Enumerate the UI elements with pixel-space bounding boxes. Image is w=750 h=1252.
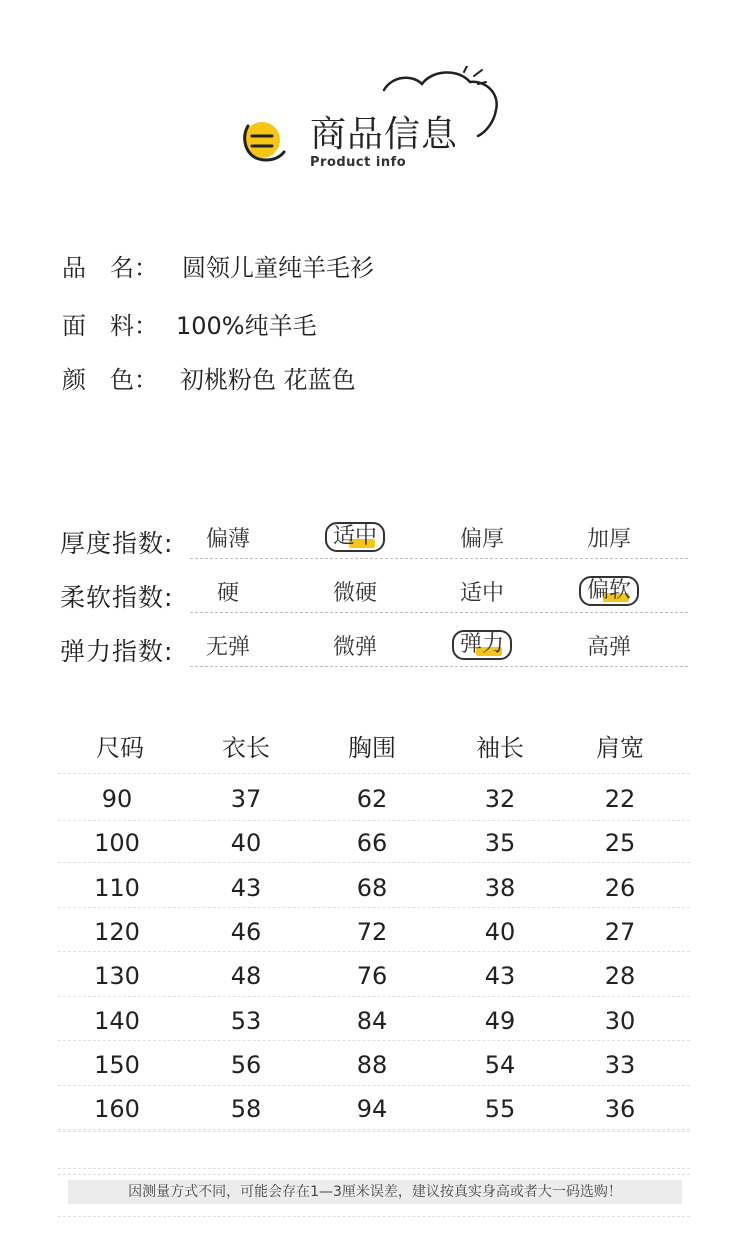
page-subtitle: Product info [310, 155, 407, 170]
table-divider [58, 820, 690, 821]
table-header-cell: 衣长 [222, 734, 270, 762]
table-cell: 32 [484, 785, 516, 813]
table-cell: 110 [94, 874, 140, 902]
measurement-note: 因测量方式不同，可能会存在1—3厘米误差，建议按真实身高或者大一码选购！ [68, 1180, 682, 1204]
index-option [178, 576, 278, 607]
table-cell: 90 [101, 785, 133, 813]
index-option-selected [432, 630, 532, 660]
info-value-fabric: 100%纯羊毛 [176, 312, 317, 340]
table-divider [58, 862, 690, 863]
table-cell: 43 [230, 874, 262, 902]
index-option-label: 偏厚 [459, 527, 504, 552]
logo-icon [240, 116, 292, 168]
table-cell: 33 [604, 1051, 636, 1079]
table-cell: 48 [230, 962, 262, 990]
index-divider [190, 612, 688, 613]
table-cell: 76 [356, 962, 388, 990]
info-label-color: 颜 色： [62, 366, 158, 394]
index-option-label: 适中 [325, 522, 385, 552]
table-cell: 84 [356, 1007, 388, 1035]
index-option-label: 无弹 [205, 635, 250, 660]
section-header [0, 0, 750, 200]
table-cell: 30 [604, 1007, 636, 1035]
table-cell: 26 [604, 874, 636, 902]
table-cell: 40 [484, 918, 516, 946]
table-cell: 53 [230, 1007, 262, 1035]
index-label: 厚度指数: [60, 529, 174, 558]
index-option-label: 偏软 [579, 576, 639, 606]
table-header-cell: 肩宽 [596, 734, 644, 762]
index-divider [190, 558, 688, 559]
index-option-selected [305, 522, 405, 552]
table-cell: 140 [94, 1007, 140, 1035]
table-cell: 25 [604, 829, 636, 857]
table-cell: 62 [356, 785, 388, 813]
table-cell: 120 [94, 918, 140, 946]
table-cell: 130 [94, 962, 140, 990]
table-cell: 46 [230, 918, 262, 946]
page-title: 商品信息 [310, 114, 459, 155]
table-cell: 66 [356, 829, 388, 857]
table-cell: 36 [604, 1095, 636, 1123]
index-option-label: 高弹 [586, 635, 631, 660]
table-divider [58, 907, 690, 908]
table-divider [58, 1040, 690, 1041]
index-option-selected [559, 576, 659, 606]
table-divider [58, 996, 690, 997]
table-divider [58, 1168, 690, 1169]
table-cell: 55 [484, 1095, 516, 1123]
index-option-label: 硬 [216, 581, 239, 606]
index-divider [190, 666, 688, 667]
table-header-cell: 尺码 [96, 734, 144, 762]
table-divider [58, 1174, 690, 1175]
index-option [432, 522, 532, 553]
info-value-color: 初桃粉色 花蓝色 [180, 366, 356, 394]
table-header-cell: 胸围 [348, 734, 396, 762]
index-option-label: 加厚 [586, 527, 631, 552]
table-cell: 58 [230, 1095, 262, 1123]
table-cell: 56 [230, 1051, 262, 1079]
index-option [178, 630, 278, 661]
info-label-fabric: 面 料： [62, 312, 158, 340]
table-divider [58, 951, 690, 952]
info-label-name: 品 名： [62, 254, 158, 282]
index-option-label: 适中 [459, 581, 504, 606]
table-cell: 28 [604, 962, 636, 990]
index-option [305, 630, 405, 661]
table-cell: 38 [484, 874, 516, 902]
table-cell: 43 [484, 962, 516, 990]
table-divider [58, 773, 690, 774]
table-header-cell: 袖长 [476, 734, 524, 762]
index-option [305, 576, 405, 607]
index-option [559, 630, 659, 661]
table-cell: 35 [484, 829, 516, 857]
table-cell: 72 [356, 918, 388, 946]
table-divider [58, 1129, 690, 1130]
index-label: 弹力指数: [60, 637, 174, 666]
index-option-label: 偏薄 [205, 527, 250, 552]
index-option [432, 576, 532, 607]
index-option-label: 微弹 [332, 635, 377, 660]
table-cell: 160 [94, 1095, 140, 1123]
index-option [178, 522, 278, 553]
table-cell: 37 [230, 785, 262, 813]
table-cell: 22 [604, 785, 636, 813]
table-cell: 94 [356, 1095, 388, 1123]
index-option-label: 弹力 [452, 630, 512, 660]
table-cell: 27 [604, 918, 636, 946]
index-option-label: 微硬 [332, 581, 377, 606]
table-divider [58, 1216, 690, 1217]
table-cell: 40 [230, 829, 262, 857]
table-cell: 68 [356, 874, 388, 902]
table-cell: 88 [356, 1051, 388, 1079]
table-cell: 49 [484, 1007, 516, 1035]
table-divider [58, 1085, 690, 1086]
table-cell: 100 [94, 829, 140, 857]
table-cell: 54 [484, 1051, 516, 1079]
info-value-name: 圆领儿童纯羊毛衫 [182, 254, 374, 282]
table-cell: 150 [94, 1051, 140, 1079]
index-label: 柔软指数: [60, 583, 174, 612]
index-option [559, 522, 659, 553]
table-divider [58, 1131, 690, 1132]
